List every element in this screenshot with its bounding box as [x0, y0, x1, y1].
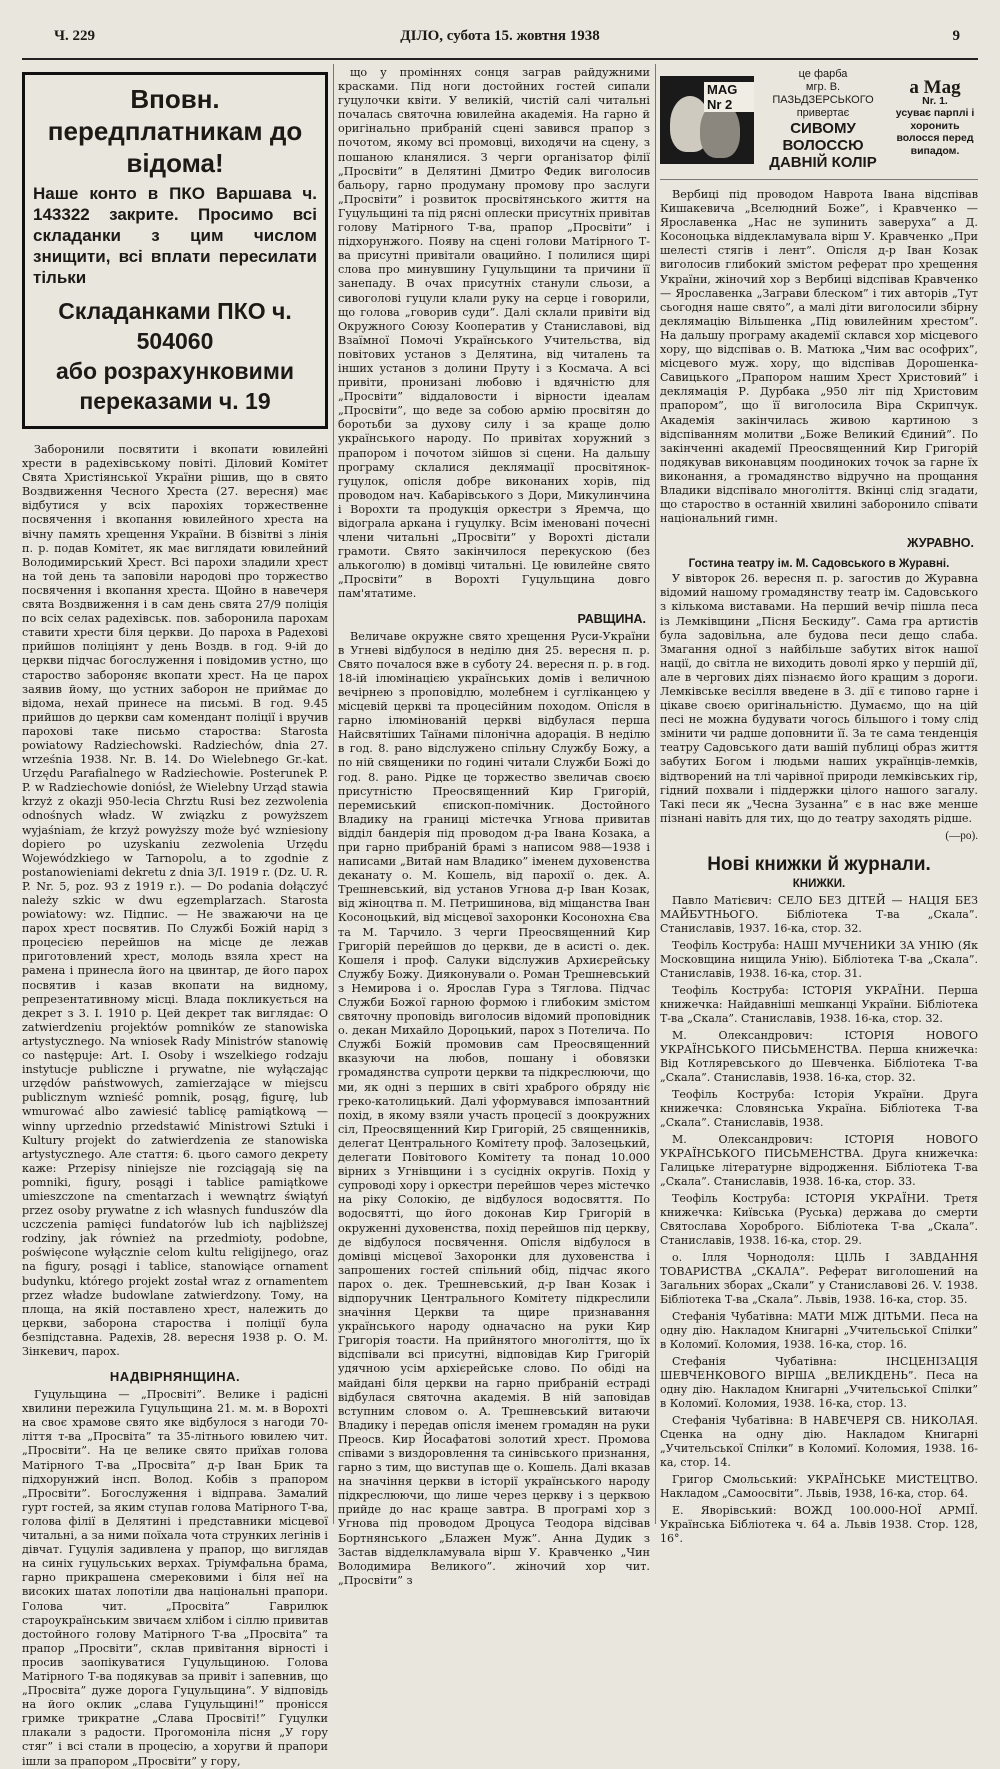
book-entry: Павло Матієвич: СЕЛО БЕЗ ДІТЕЙ — НАЦІЯ БЕЗ МАЙБУТНЬОГО. Бібліотека Т-ва „Скала”. Станиславів, 1937. 16-ка, стор. 32. [660, 893, 978, 935]
book-entry: Теофіль Коструба: ІСТОРІЯ УКРАЇНИ. Перша книжечка: Найдавніші мешканці України. Бібліотека Т-ва „Скала”. Станиславів, 1938. 16-ка, стор. 32. [660, 983, 978, 1025]
article-signature: (—ро). [945, 829, 978, 842]
book-entry: Григор Смольський: УКРАЇНСЬКЕ МИСТЕЦТВО. Накладом „Самоосвіти”. Львів, 1938, 16-ка, стор. 64. [660, 1472, 978, 1500]
section-heading-ravshchyna: РАВЩИНА. [577, 611, 646, 626]
ad-line: мгр. В. ПАЗЬДЗЕРСЬКОГО [772, 81, 874, 106]
article-uhniv-cont: Вербиці під проводом Наврота Івана відспівав Кишакевича „Вселюдний Боже”, і Кравченко — Ярославенка „Нас не зупинить заверуха” а Д. Косоноцька віддекламувала вірш У. Кравченко „При шелесті стягів і лент”. Опісля д-р Іван Козак виголосив глибокий змістом реферат про хрещення України, жіночий хор з Вербиці відспівав Кравченко — Ярославенка „Заграви блеском” і тих авторів „Тут сьогодня наше свято”, а малі діти виголосили збірну деклямацію Вільшенка „Під ювилейним хрестом”. На дальшу програму академії склався хор місцевого хору, що відспівав о. В. Матюка „Чим вас ософрих”, місцевого муж. хору, що відспівав Дорошенка-Савицького „Прапором нашим Хрест Христовий” і деклямація Р. Дурбака „950 літ під Христовим прапором”, що її виголосила Віра Скрипчук. Академія закінчилась живою картиною з відспіванням молитви „Боже Великий Єдиний”. По закінченні академії Преосвященний Кир Григорій подякував виконавцям поодиноких точок за гарне їх виконання, а громадянство відручно на прощання Владики відспівало многоліття. Вкінці слід згадати, що староство в останній хвилині заборонило співати національний гимн. [660, 188, 978, 526]
ad-product: а Mag [909, 77, 961, 98]
subscriber-notice-box [22, 72, 328, 429]
notice-account: Складанками ПКО ч. 504060 [58, 298, 292, 354]
column-divider [333, 64, 334, 1524]
issue-number: Ч. 229 [54, 28, 96, 44]
ad-product-number: Nr. 1. [922, 94, 948, 107]
ad-text [760, 68, 886, 171]
section-heading-zhuravno: ЖУРАВНО. [907, 536, 974, 551]
ad-line: СИВОМУ ВОЛОССЮ [782, 120, 864, 154]
ad-line: це фарба [798, 68, 848, 80]
ad-line: ДАВНІЙ КОЛІР [769, 154, 877, 171]
book-entry: М. Олександрович: ІСТОРІЯ НОВОГО УКРАЇНСЬКОГО ПИСЬМЕНСТВА. Друга книжечка: Галицьке літературне відродження. Бібліотека Т-ва „Скала”. Станиславів, 1938. 16-ка, стор. 33. [660, 1132, 978, 1188]
hair-dye-advertisement [660, 66, 978, 180]
column-divider [655, 64, 656, 1524]
notice-transfer: або розрахунковими переказами ч. 19 [56, 358, 294, 414]
book-entry: Е. Яворівський: ВОЖД 100.000-НОЇ АРМІЇ. Українська Бібліотека ч. 64 а. Львів 1938. Стор. 128, 16°. [660, 1503, 978, 1545]
column-2 [338, 66, 650, 1587]
book-entry: Стефанія Чубатівна: МАТИ МІЖ ДІТЬМИ. Песа на одну дію. Накладом Книгарні „Учительської Спілки” в Коломиї. Коломия, 1938. 16-ка, стор. 16. [660, 1309, 978, 1351]
article-hutsulshchyna: Гуцульщина — „Просвіті”. Велике і радісні хвилини пережила Гуцульщина 21. м. м. в Ворохті на своє храмове свято яке відбулося з нагоди 70-ліття т-ва „Просвіта” та 35-літнього ювилею чит. „Просвіти”. На це велике свято приїхав голова Матірного Т-ва „Просвіта” д-р Іван Брик та підхорунжий інсп. Волод. Кобів з прапором „Просвіти”. Богослуження і відправа. Замалий гурт гостей, за яким ступав голова Матірного Т-ва, голова філії в Делятині і представники місцевої читальні, а за ними поїхала чота струнких легінів і дівчат. Гуцулія задивлена у прапор, що виглядав на синіх гуцульських верхах. Тріумфальна брама, гарно прикрашена смерековими і біля неї на високих шатах лопотіли два національні прапори. Голова чит. „Просвіта” Гаврилюк староукраїнським звичаєм хлібом і сіллю привитав достойного голову Матірного Т-ва „Просвіта” та прапор „Просвіти”, склав привітання вірності і просив заопікуватися Гуцульщиною. Голова Матірного Т-ва подякував за привіт і запевнив, що „Просвіта” дуже дорога Гуцульщина”. У відповідь на його оклик „слава Гуцульщині!” пронісся гримке трикратне „Слава Просвіті!” Гуцулки плакали з радости. Прогомоніла пісня „У гору стяг” і всі стали в процесію, а хоругви й прапори ішли за прапором „Просвіти” у гору, [22, 1388, 328, 1768]
masthead-date: ДІЛО, субота 15. жовтня 1938 [400, 28, 600, 44]
page-header [22, 28, 978, 58]
books-subtitle: КНИЖКИ. [792, 877, 846, 890]
books-section-title: Нові книжки й журнали. [707, 853, 931, 875]
notice-text: Наше конто в ПКО Варшава ч. 143322 закрите. Просимо всі складанки з цим числом знищити, всі вплати пересилати тільки [33, 184, 317, 287]
column-3 [660, 66, 978, 1545]
article-heading-theatre: Гостина театру ім. М. Садовського в Журавні. [688, 558, 950, 571]
article-uhniv-feast: Величаве окружне свято хрещення Руси-України в Угневі відбулося в неділю дня 25. вересня п. р. Свято почалося вже в суботу 24. вересня п. р. в год. 18-ій ілюмінацією українських домів і величною вечірнею з проповідлю, молебнем і сугліканцею у місцевій церкві та процесійним походом. Опісля в гарно ілюмінованій церкві відбулася перша Найсвятіших Таїнами пілонічна адорація. В неділю в год. 8. рано відслужено спільну Службу Божу, а по ній священики по годині читали Служби Божі до год. 8. рано. Рідке це торжество звеличав своєю присутністю Преосвященний Кир Григорій, перемиський єпископ-помічник. Достойного Владику на границі містечка Угнова привитав відділ бандерія під проводом д-ра Івана Козака, а при гарно прибраній брамі з написом 988—1938 і написами „Витай нам Владико” іменем духовенства деканату о. М. Кошель, від парохії о. дек. А. Трешневський, від установ Угнова д-р Іван Козак, від жіноцтва п. М. Петришинова, від міщанства Іван Косоноцький, від місцевої захоронки Косонохна Єва та М. Тарчило. З черги Преосвященний Кир Григорій перейшов до церкви, де в асисті о. дек. Кошеля і проф. Салуки відслужив Архиєрейську Службу Божу. Дияконували о. Роман Трешневський з Немирова і о. Ярослав Гура з Тяглова. Підчас Служби Божої гарною формою і глибоким змістом святочну проповідь виголосив відомий проповідник о. декан Михайло Дороцький, парох з Потелича. По Службі Божій промовив сам Преосвященний вказуючи на любов, пошану і обовязки громадянства супроти церкви та підкреслюючи, що ми, як одні з перших в світі храброго обряду ніє греко-католицький. Далі уформувався імпозантний похід, в якому взяли участь процесії з доокружних сіл, Преосвященний Кир Григорій, 25 священників, делегат Центрального Комітету проф. Залозецький, делегати Повітового Комітету та понад 10.000 вірних з Угнівщини і з сусідніх округів. Похід у супроводі хору і оркестри перейшов через містечко на ріку Солокію, де відбулося водосвяття. По водосвятті, що його доконав Кир Григорій в окруженні духовенства, похід перейшов під церкву, де відбулося посвячення. Опісля відбулося в домівці місцевої Захоронки для духовенства і запрошених гостей спільний обід, підчас якого парох о. дек. Трешневський, д-р Іван Козак і відпоручник Центрального Комітету підкреслили значіння Церкви та щире признавання українського народу одначасно на руки Кир Григорія тоасти. На прийнятого многоліття, що їх відспівали всі присутні, відповідав Кир Григорій удячною усім архієрейське слово. По обіді на майдані біля церкви на гарно прибраній естраді відбулася святочна академія. В ній заповідав вступним словом о. А. Трешневський витаючи Владику і передав опісля іменем громадян на руки Преосв. Кир Йосафатові золотий хрест. Промова співами з виздоровлення та синівського признання, гарно з тим, що виступав ще о. Кошель. Далі вказав на значіння церкви в історії українського народу підкреслюючи, що лише через церкву і з церквою прийде до нас краще завтра. В програмі хор з Угнова під проводом Дроцуса Теодора відсівав Бортнянського „Блажен Муж”. Анна Дудик з Застав відделкламувала вірш У. Кравченко „Чин Володимира Великого”. жіночий хор чит. „Просвіти” з [338, 629, 650, 1587]
page-number: 9 [952, 28, 960, 44]
header-rule [22, 58, 978, 60]
column-1 [22, 66, 328, 1768]
article-theatre: У вівторок 26. вересня п. р. загостив до Журавна відомий нашому громадянству театр ім. Садовського з кількома виставами. На перший вечір пішла песа із Лемківщини „Пісня Бескиду”. Сама гра артистів була задовільна, але будова песи дещо слаба. Змагання одної з найбільше забутих віток нашої нації, до світла не виходить доволі ярко у першій дії, але в чергових діях пізнаємо його кращим з дороги. Лемківське весілля введене в 3. дії є типово гарне і цікаве своєю оригінальністю. Думаємо, що на цій песі не можна будувати чогось більшого і тому слід змінити чи радше доповнити її. За те сама тенденція театру Садовського дати вашій публиці образ життя забутих Богом і людьми наших українців-лемків, відтворений на тлі чарівної природи лемківських гір, гідний похвали і піддержки цілого нашого загалу. Такі песи як „Чесна Зузанна” є в нас вже менше пізнані навіть для тих, що до театру заходять рідше. [660, 572, 978, 825]
ad-side-text [892, 77, 978, 157]
ad-illustration [660, 76, 754, 164]
article-crosses: Заборонили посвятити і вкопати ювилейні хрести в радехівському повіті. Діловий Комітет Свята Христіянської України рішив, що в свято Воздвиження Чесного Хреста (27. вересня) має відбутися у всіх парохіях торжественне посвячення і вкопання ювилейного хреста на вічну память хрещення України. В бізвітві з лінія п. р. подав Комітет, як має виглядати ювилейний Володимирський Хрест. Всі парохи зладили хрест на той день та заповіли народові про торжество посвячення і вкопання хреста. Щойно в навечеря свята Воздвиження і в сам день свята 27/9 поліція по всіх селах радехівськ. пов. заборонила парохам ставити хрести біля церкви. До пароха в Радехові прийшов поліціянт у день Воздв. в год. 9-ій до церкви підчас богослуження і повідомив устно, що староство забороняє вкопати хрест. На це парох заявив йому, що устних заборон не приймає до відома, нехай принесе на письмі. В год. 9.45 прийшов до церкви сам комендант поліції і вручив парохові таке письмо староства: Starosta powiatowy Radziechowski. Radziechów, dnia 27. września 1938. Nr. B. 14. Do Wielebnego Gr.-kat. Urzędu Parafialnego w Radziechowie. Posterunek P. P. w Radziechowie doniósł, że Wielebny Urząd stawia krzyż z okazji 950-lecia Chrztu Rusi bez zezwolenia odnośnych władz. W związku z powyższem wyjaśniam, że krzyż powyższy może być wzniesiony dopiero po uzyskaniu zezwolenia Urzędu Wojewódzkiego w Tarnopolu, a to zgodnie z postanowieniami dekretu z dnia 3/I. 1919 r. (Dz. U. R. P. Nr. 5, poz. 93 z 1919 r.). — Do podania dołączyć należy szkic w dwu egzemplarzach. Starosta powiatowy: wz. Підпис. — Не зважаючи на це парох хрест посвятив. По Службі Божій нарід з процесією перейшов на місце де лежав приготовлений хрест, молодь взяла хрест на рамена і принесла його на цвинтар, де його парох посвятив і казав вкопати на видному, репрезентативному місці. Влада покликується на декрет з 3. І. 1910 р. Цей декрет так виглядає: O zatwierdzeniu projektów pomników ze stanowiska artystycznego. Na wniosek Rady Ministrów stanowię co następuje: Art. I. Osoby i wszelkiego rodzaju instytucje publiczne i prywatne, nie wyłączając urzędów państwowych, zamierzające w miejscu publicznym wznieść pomnik, posąg, figurę, lub wmurować albo zawiesić tablicę pamiątkową — winny uprzednio przedstawić Ministrowi Sztuki i Kultury projekt do zatwierdzenia ze stanowiska artystycznego. Але стаття: 6. цього самого декрету каже: Przepisy niniejsze nie rozciągają się na pomniki, figury, posągi i tablice pamiątkowe umieszczone na cmentarzach i wewnątrz świątyń przez osoby prywatne z ich własnych funduszów dla uczczenia pamięci fundatorów lub ich najbliższej rodziny, jak również na przedmioty, podobne, poświęcone wyłącznie celom kultu religijnego, oraz na figury, posągi i tablice, stanowiące ornament budynku, którego projekt został wraz z ornamentem przez władze budowlane zatwierdzony. Тому, на площа, на якій поставлено хрест, належить до церкви, заборона староства і поліції була безпідставна. Радехів, 28. вересня 1938 р. О. М. Зінкевич, парох. [22, 443, 328, 1358]
book-entry: Стефанія Чубатівна: ІНСЦЕНІЗАЦІЯ ШЕВЧЕНКОВОГО ВІРША „ВЕЛИКДЕНЬ”. Песа на одну дію. Накладом Книгарні „Учительської Спілки” в Коломиї. Коломия, 1938. 16-ка, стор. 13. [660, 1354, 978, 1410]
ad-brand: MAG Nr 2 [704, 82, 754, 112]
ad-product-claim: усуває парплі і хоронить волосся перед випадом. [895, 107, 975, 157]
ad-line: привертає [796, 107, 850, 119]
book-entry: Теофіль Коструба: НАШІ МУЧЕНИКИ ЗА УНІЮ (Як Московщина нищила Унію). Бібліотека Т-ва „Скала”. Станиславів, 1938. 16-ка, стор. 31. [660, 938, 978, 980]
article-hutsulshchyna-cont: що у проміннях сонця заграв райдужними красками. Під ноги достойних гостей сипали гуцулочки квіти. У великій, чистій салі читальні почалась святочна ювилейна академія. На гарно й оригінально прибраній сцені завився прапор з почотом, якому всі промовці, виходячи на сцену, з пошаною кланялися. З черги організатор філії „Просвіти” в Делятині Дмитро Федик виголосив бальору, гарно продуману промову про заслуги „Просвіти” і розвиток просвітянського життя на Гуцульщині та під рясні оплески присутніх привітав голову Матірного Т-ва, прапор „Просвіти” і підхорунжого. Появу на сцені голови Матірного Т-ва присутні привітали овацийно. І полилися щирі слова про минувшину Гуцульщини та причини її занепаду. В очах присутніх станули сльози, а сивоголові гуцули клали руку на серце і говорили, що голова „говорив суди”. Далі склали привіти від Окружного Союзу Кооператив у Станиславові, від Взаїмної Помочі Українського Учительства, від повітових установ з Делятина, від читалень та інших установ з долини Пруту і з Космача. А всі привіти, пронизані любовю і вдячністю для „Просвіти” віддаловости і вірности ідеалам „Просвіти”, що веде за собою армію просвітян до боротьби за духову силу і за краще долю українського народу. По привітах хоружний з прапором і почотом зійшов зі сцени. На дальшу програму склалися деклямації просвітянок-гуцулок, опісля добре виконаних хорів, під проводом нач. Кабарівського з Дори, Микулинчина і Ворохти та продукція оркестри з Яремча, що відограла аркана і гуцулку. Всім іменовані почесні члени читальні „Просвіти” у Ворохті дістали грамоти. Свято закінчилося перекускою (без алькоголю) в домівці читальні. Це ювилейне свято „Просвіти” в Ворохті Гуцульщина довго пам'ятатиме. [338, 66, 650, 601]
book-entry: М. Олександрович: ІСТОРІЯ НОВОГО УКРАЇНСЬКОГО ПИСЬМЕНСТВА. Перша книжечка: Від Котляревського до Шевченка. Бібліотека Т-ва „Скала”. Станиславів, 1938. 16-ка, стор. 32. [660, 1028, 978, 1084]
book-entry: Теофіль Коструба: ІСТОРІЯ УКРАЇНИ. Третя книжечка: Київська (Руська) держава до смерти Святослава Хороброго. Бібліотека Т-ва „Скала”. Станиславів, 1938. 16-ка, стор. 29. [660, 1191, 978, 1247]
book-entry: о. Ілля Чорнодоля: ЦІЛЬ І ЗАВДАННЯ ТОВАРИСТВА „СКАЛА”. Реферат виголошений на Загальних зборах „Скали” у Станиславові 26. V. 1938. Бібліотека Т-ва „Скала”. Львів, 1938. 16-ка, стор. 35. [660, 1250, 978, 1306]
notice-headline: Вповн. передплатникам до відома! [47, 84, 303, 178]
book-entry: Теофіль Коструба: Історія України. Друга книжечка: Словянська Україна. Бібліотека Т-ва „Скала”. Станиславів, 1938. [660, 1087, 978, 1129]
book-entry: Стефанія Чубатівна: В НАВЕЧЕРЯ СВ. НИКОЛАЯ. Сценка на одну дію. Накладом Книгарні „Учительської Спілки” в Коломиї. Коломия, 1938. 16-ка, стор. 14. [660, 1413, 978, 1469]
section-heading-nadvirnianshchyna: НАДВІРНЯНЩИНА. [109, 1369, 241, 1385]
